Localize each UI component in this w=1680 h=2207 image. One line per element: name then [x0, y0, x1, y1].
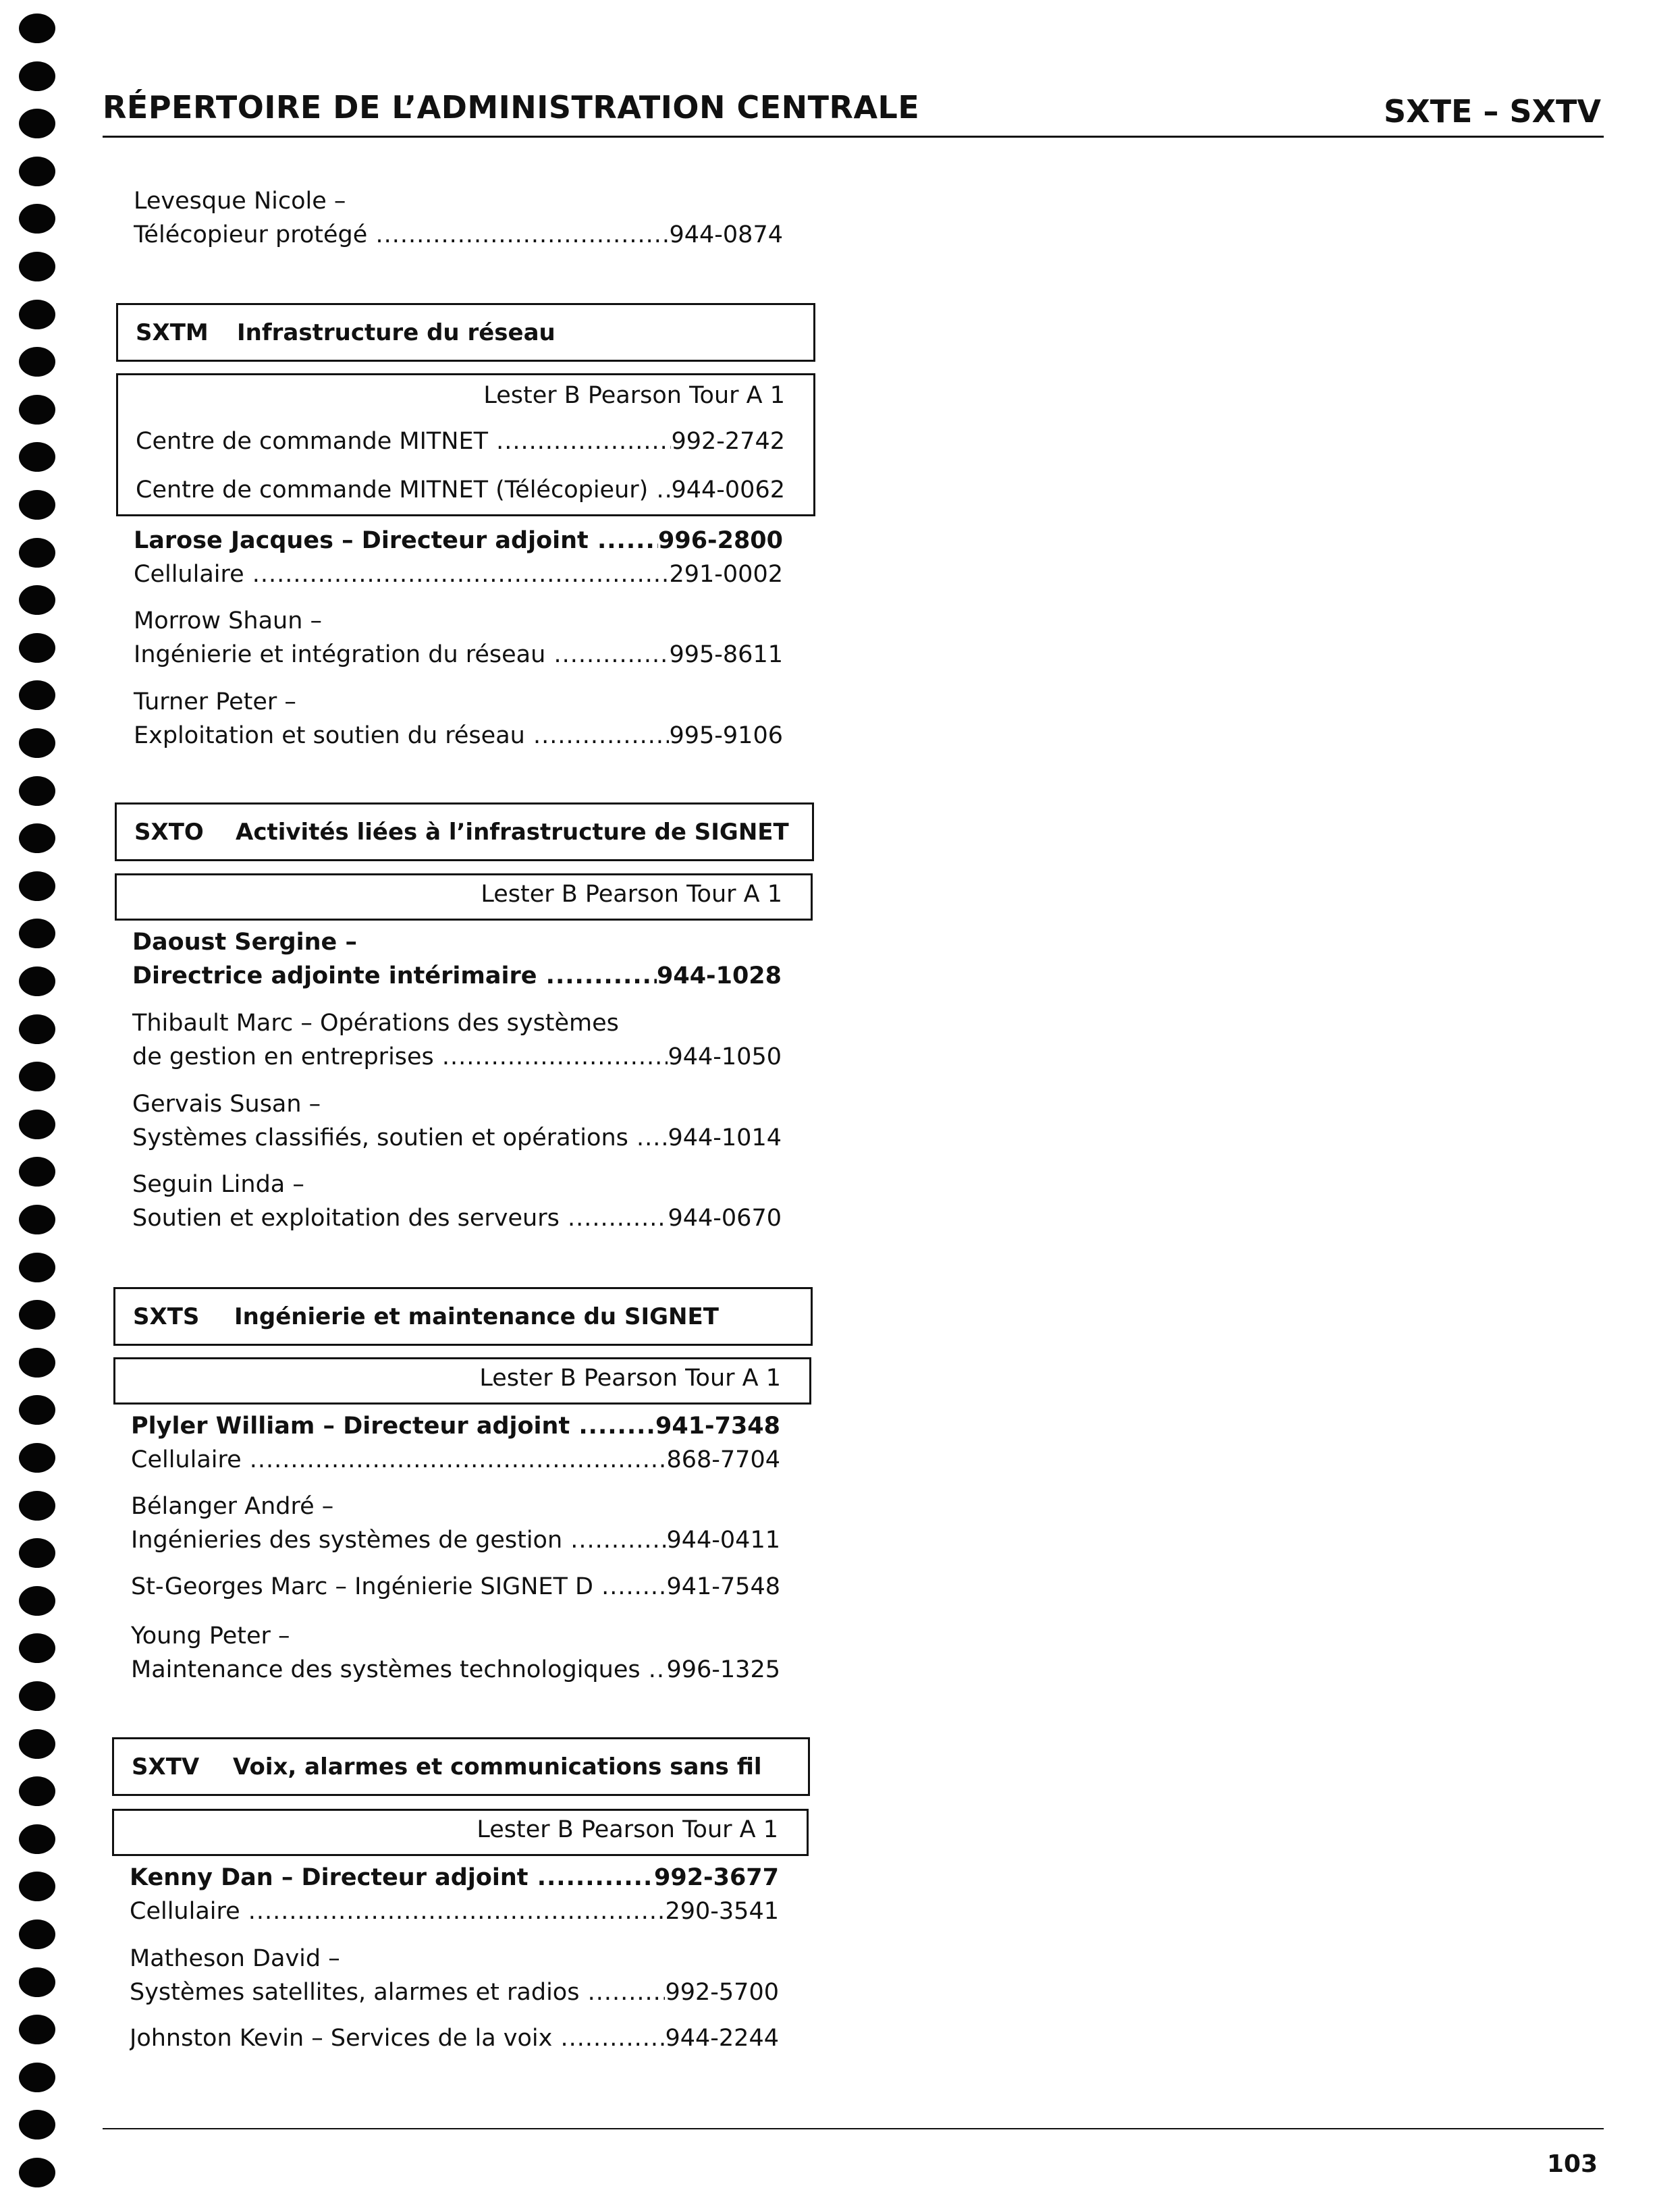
section-title: Voix, alarmes et communications sans fil: [233, 1753, 762, 1780]
entry-name: Levesque Nicole –: [134, 188, 346, 215]
location-box: [116, 373, 815, 516]
entry-label: Télécopieur protégé .....: [134, 218, 669, 252]
binding-hole: [19, 157, 55, 186]
binding-hole: [19, 1586, 55, 1616]
phone-number: 944-0411: [666, 1527, 780, 1554]
binding-hole: [19, 538, 55, 568]
phone-number: 941-7548: [666, 1573, 780, 1600]
entry-label: de gestion en entreprises .....: [132, 1040, 668, 1074]
binding-hole: [19, 61, 55, 91]
binding-hole: [19, 1300, 55, 1330]
binding-hole: [19, 2110, 55, 2140]
entry-label: Centre de commande MITNET .....: [136, 428, 671, 455]
phone-number: 291-0002: [669, 561, 783, 588]
binding-hole: [19, 1824, 55, 1854]
header-rule: [103, 136, 1604, 138]
binding-hole: [19, 1110, 55, 1139]
binding-hole: [19, 109, 55, 138]
entry-label: Systèmes satellites, alarmes et radios .....: [130, 1976, 665, 2009]
entry-name: St-Georges Marc – Ingénierie SIGNET D .....: [131, 1570, 666, 1604]
binding-hole: [19, 252, 55, 281]
entry-name: Kenny Dan – Directeur adjoint .....: [130, 1861, 654, 1895]
list-item: [132, 1006, 782, 1074]
phone-number: 944-1028: [657, 962, 782, 989]
section-title: Ingénierie et maintenance du SIGNET: [234, 1303, 719, 1330]
location-label: Lester B Pearson Tour A 1: [477, 1816, 778, 1843]
phone-number: 995-9106: [669, 722, 783, 749]
section-code: SXTV: [132, 1753, 200, 1780]
entry-label: Directrice adjointe intérimaire .....: [132, 959, 657, 993]
phone-number: 941-7348: [655, 1413, 780, 1440]
entry-label: Ingénierie et intégration du réseau .....: [134, 638, 669, 672]
binding-hole: [19, 1157, 55, 1187]
section-header-sxto: [115, 802, 814, 861]
list-item: [131, 1619, 780, 1687]
entry-name: Daoust Sergine –: [132, 929, 357, 956]
table-row: [136, 428, 785, 455]
page-title: RÉPERTOIRE DE L’ADMINISTRATION CENTRALE: [103, 89, 920, 126]
section-code: SXTO: [134, 818, 204, 846]
list-item: [131, 1490, 780, 1557]
entry-name: Plyler William – Directeur adjoint .....: [131, 1409, 655, 1443]
phone-number: 290-3541: [665, 1898, 779, 1925]
binding-hole: [19, 1348, 55, 1378]
binding-hole: [19, 1014, 55, 1044]
entry-name: Larose Jacques – Directeur adjoint .....: [134, 524, 658, 557]
phone-number: 944-2244: [665, 2025, 779, 2052]
location-box: [113, 1357, 811, 1405]
binding-hole: [19, 490, 55, 520]
entry-name: Johnston Kevin – Services de la voix .....: [130, 2021, 665, 2055]
list-item: [134, 604, 783, 672]
binding-hole: [19, 1205, 55, 1234]
binding-holes: [19, 13, 59, 2194]
binding-hole: [19, 1681, 55, 1711]
entry-sub-label: Cellulaire .....: [134, 557, 669, 591]
list-item: [132, 1168, 782, 1235]
list-item: [134, 524, 783, 591]
section-code: SXTS: [133, 1303, 200, 1330]
binding-hole: [19, 1729, 55, 1759]
list-item: [131, 1409, 780, 1477]
entry-name: Turner Peter –: [134, 688, 296, 715]
binding-hole: [19, 1062, 55, 1091]
location-label: Lester B Pearson Tour A 1: [481, 881, 782, 908]
section-title: Activités liées à l’infrastructure de SIGNET: [236, 818, 789, 846]
binding-hole: [19, 823, 55, 853]
phone-number: 996-2800: [658, 527, 783, 554]
binding-hole: [19, 680, 55, 710]
binding-hole: [19, 2015, 55, 2044]
phone-number: 944-1014: [668, 1124, 782, 1151]
section-range: SXTE – SXTV: [1384, 93, 1601, 130]
location-label: Lester B Pearson Tour A 1: [479, 1365, 781, 1392]
footer-rule: [103, 2128, 1604, 2129]
binding-hole: [19, 1443, 55, 1473]
entry-name: Seguin Linda –: [132, 1171, 304, 1198]
binding-hole: [19, 871, 55, 901]
list-item: [134, 685, 783, 753]
page-number: 103: [1546, 2150, 1598, 2178]
entry-name: Gervais Susan –: [132, 1091, 321, 1118]
entry-label: Systèmes classifiés, soutien et opérations .....: [132, 1121, 668, 1155]
binding-hole: [19, 1872, 55, 1901]
binding-hole: [19, 1776, 55, 1806]
binding-hole: [19, 585, 55, 615]
binding-hole: [19, 1633, 55, 1663]
binding-hole: [19, 1967, 55, 1997]
list-item: [132, 1087, 782, 1155]
section-title: Infrastructure du réseau: [237, 319, 556, 346]
binding-hole: [19, 1538, 55, 1568]
list-item: [132, 925, 782, 993]
list-item: [130, 1861, 779, 1928]
binding-hole: [19, 728, 55, 758]
binding-hole: [19, 966, 55, 996]
list-item: [130, 2021, 779, 2055]
location-box: [112, 1809, 809, 1856]
list-item: [130, 1942, 779, 2009]
phone-number: 944-0874: [669, 221, 783, 248]
phone-number: 944-1050: [668, 1043, 782, 1070]
binding-hole: [19, 1395, 55, 1425]
list-item: [131, 1570, 780, 1604]
section-code: SXTM: [136, 319, 209, 346]
binding-hole: [19, 395, 55, 425]
entry-name: Bélanger André –: [131, 1493, 334, 1520]
entry-label: Exploitation et soutien du réseau .....: [134, 719, 669, 753]
binding-hole: [19, 776, 55, 806]
binding-hole: [19, 13, 55, 43]
section-header-sxtv: [112, 1737, 810, 1796]
binding-hole: [19, 347, 55, 377]
phone-number: 944-0670: [668, 1205, 782, 1232]
location-box: [115, 873, 813, 921]
binding-hole: [19, 2063, 55, 2092]
phone-number: 992-3677: [654, 1864, 779, 1891]
entry-label: Soutien et exploitation des serveurs .....: [132, 1201, 668, 1235]
location-label: Lester B Pearson Tour A 1: [483, 382, 785, 409]
entry-name: Young Peter –: [131, 1623, 290, 1650]
table-row: [136, 476, 785, 503]
entry-sub-label: Cellulaire .....: [130, 1895, 665, 1928]
entry-label: Ingénieries des systèmes de gestion .....: [131, 1523, 666, 1557]
entry-label: Centre de commande MITNET (Télécopieur) .....: [136, 476, 671, 503]
binding-hole: [19, 300, 55, 329]
binding-hole: [19, 204, 55, 234]
phone-number: 995-8611: [669, 641, 783, 668]
binding-hole: [19, 633, 55, 663]
binding-hole: [19, 1491, 55, 1521]
phone-number: 868-7704: [666, 1446, 780, 1473]
entry-sub-label: Cellulaire .....: [131, 1443, 666, 1477]
entry-name: Thibault Marc – Opérations des systèmes: [132, 1010, 619, 1037]
list-item: [134, 184, 783, 252]
section-header-sxtm: [116, 303, 815, 362]
binding-hole: [19, 442, 55, 472]
phone-number: 944-0062: [671, 476, 785, 503]
binding-hole: [19, 2158, 55, 2187]
phone-number: 992-2742: [671, 428, 785, 455]
binding-hole: [19, 919, 55, 948]
entry-name: Matheson David –: [130, 1945, 340, 1972]
phone-number: 996-1325: [666, 1656, 780, 1683]
section-header-sxts: [113, 1287, 813, 1346]
entry-label: Maintenance des systèmes technologiques .....: [131, 1653, 666, 1687]
binding-hole: [19, 1253, 55, 1282]
binding-hole: [19, 1919, 55, 1949]
phone-number: 992-5700: [665, 1979, 779, 2006]
entry-name: Morrow Shaun –: [134, 607, 323, 634]
